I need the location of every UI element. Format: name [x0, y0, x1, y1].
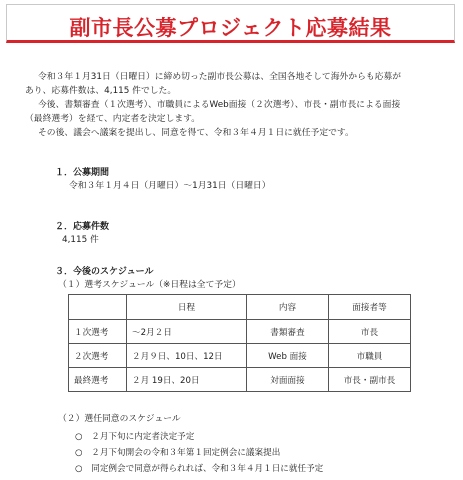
intro-line-2: あり、応募件数は、4,115 件でした。	[25, 86, 177, 96]
table-cell-interviewer: 市長	[329, 320, 411, 344]
intro-line-3: 今後、書類審査（１次選考）、市職員によるWeb面接（２次選考）、市長・副市長による面接	[38, 100, 401, 110]
intro-line-1: 令和３年１月31日（日曜日）に締め切った副市長公募は、全国各地そして海外からも応募が	[38, 72, 402, 82]
period-heading: １．公募期間	[55, 168, 110, 178]
list-item	[75, 462, 323, 474]
table-cell-stage: 最終選考	[69, 368, 127, 392]
page-title: 副市長公募プロジェクト応募結果	[69, 16, 392, 40]
list-item-text: ２月下旬開会の令和３年第１回定例会に議案提出	[91, 448, 281, 458]
intro-line-4: （最終選考）を経て、内定者を決定します。	[25, 114, 201, 124]
table-header-cell	[69, 295, 127, 320]
table-cell-stage: ２次選考	[69, 344, 127, 368]
table-row	[69, 344, 411, 368]
table-cell-content: 対面面接	[247, 368, 329, 392]
table-cell-content: Web 面接	[247, 344, 329, 368]
appointment-schedule-subheading: （２）選任同意のスケジュール	[58, 414, 181, 424]
list-item-text: 同定例会で同意が得られれば、令和３年４月１日に就任予定	[91, 464, 324, 474]
period-text: 令和３年１月４日（月曜日）～1月31日（日曜日）	[69, 181, 271, 191]
table-header-cell: 面接者等	[329, 295, 411, 320]
table-cell-stage: １次選考	[69, 320, 127, 344]
selection-schedule-table	[68, 294, 411, 392]
table-header-row	[69, 295, 411, 320]
table-cell-interviewer: 市職員	[329, 344, 411, 368]
table-header-cell: 日程	[127, 295, 247, 320]
table-row	[69, 320, 411, 344]
count-text: 4,115 件	[62, 235, 99, 245]
table-cell-date: ～2月２日	[127, 320, 247, 344]
table-cell-content: 書類審査	[247, 320, 329, 344]
schedule-heading: ３．今後のスケジュール	[55, 267, 154, 277]
table-cell-date: ２月９日、10日、12日	[127, 344, 247, 368]
intro-line-5: その後、議会へ議案を提出し、同意を得て、令和３年４月１日に就任予定です。	[38, 128, 354, 138]
bullet-circle-icon: ○	[75, 448, 83, 458]
list-item	[75, 430, 194, 442]
list-item	[75, 446, 280, 458]
list-item-text: ２月下旬に内定者決定予定	[91, 432, 195, 442]
table-header-cell: 内容	[247, 295, 329, 320]
title-banner	[6, 4, 455, 43]
table-cell-interviewer: 市長・副市長	[329, 368, 411, 392]
bullet-circle-icon: ○	[75, 464, 83, 474]
table-cell-date: ２月 19日、20日	[127, 368, 247, 392]
selection-schedule-subheading: （１）選考スケジュール（※日程は全て予定）	[58, 280, 241, 290]
table-row	[69, 368, 411, 392]
bullet-circle-icon: ○	[75, 432, 83, 442]
count-heading: ２．応募件数	[55, 222, 110, 232]
